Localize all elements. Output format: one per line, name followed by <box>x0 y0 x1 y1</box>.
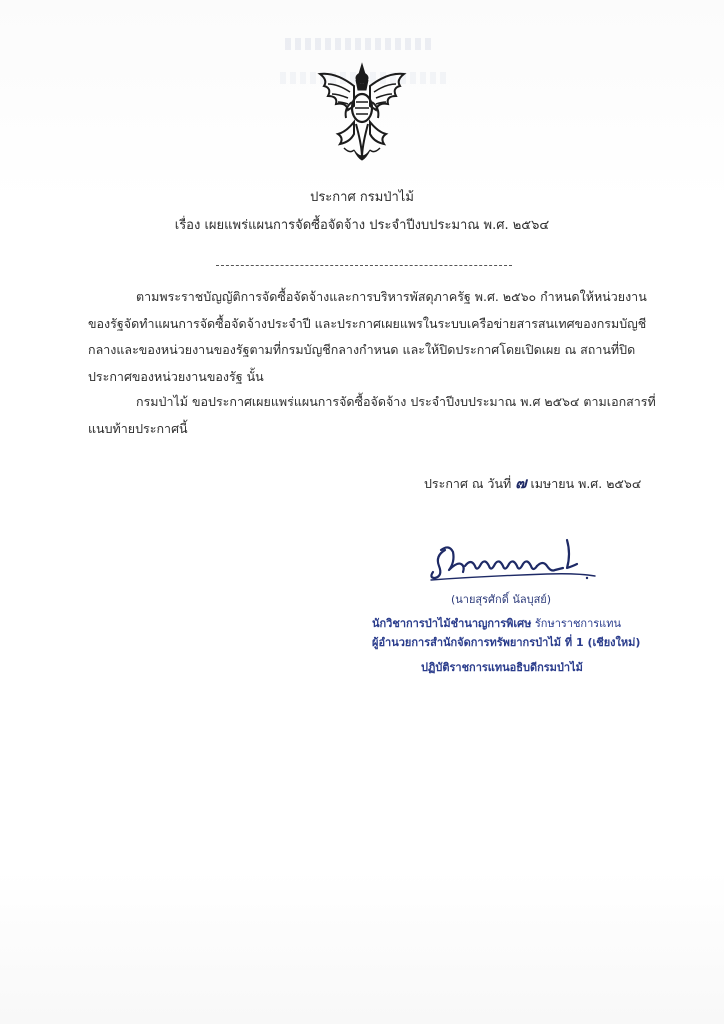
signer-position-line3: ปฏิบัติราชการแทนอธิบดีกรมป่าไม้ <box>421 661 583 674</box>
signer-position-title: นักวิชาการป่าไม้ชำนาญการพิเศษ <box>372 617 532 630</box>
date-suffix: เมษายน พ.ศ. ๒๕๖๔ <box>530 476 642 491</box>
body-paragraph-2: กรมป่าไม้ ขอประกาศเผยแพร่แผนการจัดซื้อจัดจ้าง ประจำปีงบประมาณ พ.ศ ๒๕๖๔ ตามเอกสารที่แนบท้ายประกาศนี้ <box>88 394 656 436</box>
announcement-subject: เรื่อง เผยแพร่แผนการจัดซื้อจัดจ้าง ประจำปีงบประมาณ พ.ศ. ๒๕๖๔ <box>174 218 550 233</box>
announcement-date <box>424 474 641 493</box>
scan-shadow <box>285 38 435 50</box>
signer-position-acting: รักษาราชการแทน <box>531 617 622 630</box>
garuda-emblem-icon <box>314 62 410 166</box>
signer-name: (นายสุรศักดิ์ นัลบุสย์) <box>451 593 552 606</box>
date-day-handwritten: ๗ <box>515 474 527 492</box>
signer-position-line2: ผู้อำนวยการสำนักจัดการทรัพยากรป่าไม้ ที่ 1 (เชียงใหม่) <box>372 636 641 649</box>
date-prefix: ประกาศ ณ วันที่ <box>424 476 512 491</box>
announcement-title: ประกาศ กรมป่าไม้ <box>310 190 414 205</box>
body-paragraph-1: ตามพระราชบัญญัติการจัดซื้อจัดจ้างและการบริหารพัสดุภาครัฐ พ.ศ. ๒๕๖๐ กำหนดให้หน่วยงานของรัฐจัดทำแผนการจัดซื้อจัดจ้างประจำปี และประกาศเผยแพรในระบบเครือข่ายสารสนเทศของกรมบัญชีกลางและของหน่วยงานของรัฐตามที่กรมบัญชีกลางกำหนด และให้ปิดประกาศโดยเปิดเผย ณ สถานที่ปิดประกาศของหน่วยงานของรัฐ นั้น <box>88 289 647 384</box>
dashed-divider <box>216 265 512 266</box>
signer-position-line1 <box>372 616 652 632</box>
handwritten-signature <box>427 536 602 586</box>
